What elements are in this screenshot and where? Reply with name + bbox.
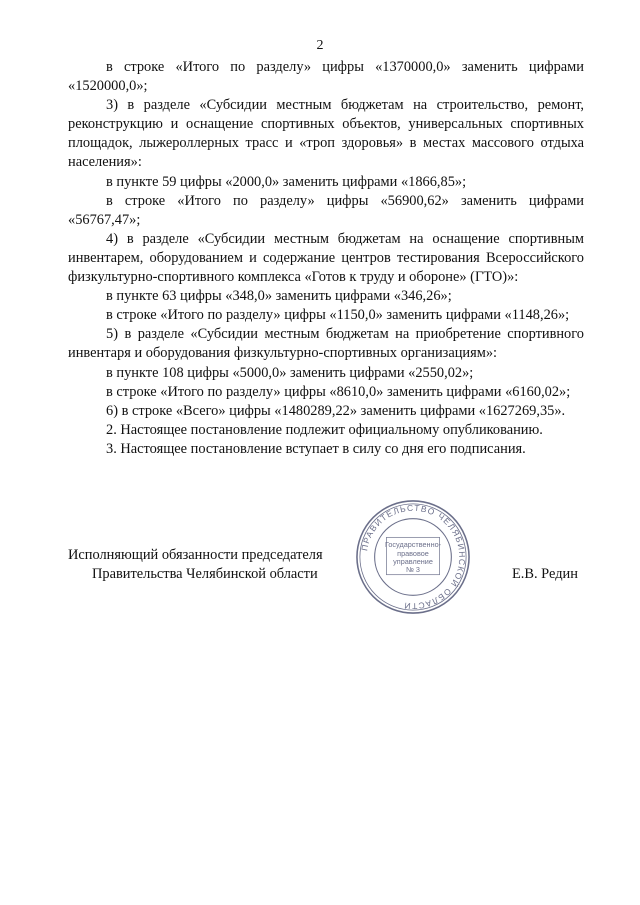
paragraph-section-6-grand-total: 6) в строке «Всего» цифры «1480289,22» заменить цифрами «1627269,35». [106, 402, 566, 419]
paragraph-section-5-heading: 5) в разделе «Субсидии местным бюджетам на приобретение спортивного инвентаря и оборудования физкультурно-спортивных организациям»: [68, 326, 584, 362]
paragraph-section-5-point-108: в пункте 108 цифры «5000,0» заменить цифрами «2550,02»; [106, 364, 474, 381]
paragraph-clause-3: 3. Настоящее постановление вступает в силу со дня его подписания. [106, 440, 526, 457]
document-body [68, 58, 584, 459]
seal-center-line-4: № 3 [406, 564, 420, 574]
signatory-title-line-1: Исполняющий обязанности председателя [68, 547, 323, 563]
paragraph-section-4-total: в строке «Итого по разделу» цифры «1150,0» заменить цифрами «1148,26»; [106, 307, 570, 324]
signatory-title-line-2: Правительства Челябинской области [92, 566, 318, 582]
paragraph-section-4-heading: 4) в разделе «Субсидии местным бюджетам на оснащение спортивным инвентарем, оборудованием и содержание центров тестирования Всероссийского физкультурно-спортивного комплекса «Готов к труду и обороне» (ГТО)»: [68, 230, 584, 286]
paragraph-section-3-point-59: в пункте 59 цифры «2000,0» заменить цифрами «1866,85»; [106, 173, 467, 190]
paragraph-clause-2: 2. Настоящее постановление подлежит официальному опубликованию. [106, 421, 543, 438]
paragraph-section-4-point-63: в пункте 63 цифры «348,0» заменить цифрами «346,26»; [106, 288, 452, 305]
paragraph-section-3-heading: 3) в разделе «Субсидии местным бюджетам на строительство, ремонт, реконструкцию и оснащение спортивных объектов, универсальных спортивных площадок, лыжероллерных трасс и «троп здоровья» в местах массового отдыха населения»: [68, 97, 584, 171]
signatory-name: Е.В. Редин [512, 566, 578, 582]
paragraph-section-5-total: в строке «Итого по разделу» цифры «8610,0» заменить цифрами «6160,02»; [106, 383, 571, 400]
seal-center-line-1: Государственно- [384, 540, 442, 550]
seal-center-line-2: правовое [397, 549, 429, 559]
seal-ring-text: ПРАВИТЕЛЬСТВО ЧЕЛЯБИНСКОЙ ОБЛАСТИ [359, 502, 468, 612]
page-number: 2 [316, 38, 324, 53]
paragraph-total-section-2: в строке «Итого по разделу» цифры «1370000,0» заменить цифрами «1520000,0»; [68, 59, 584, 95]
seal-center-line-3: управление [393, 556, 433, 566]
paragraph-section-3-total: в строке «Итого по разделу» цифры «56900,62» заменить цифрами «56767,47»; [68, 192, 584, 228]
signatory-title [68, 546, 323, 584]
official-seal-stamp [354, 498, 472, 616]
